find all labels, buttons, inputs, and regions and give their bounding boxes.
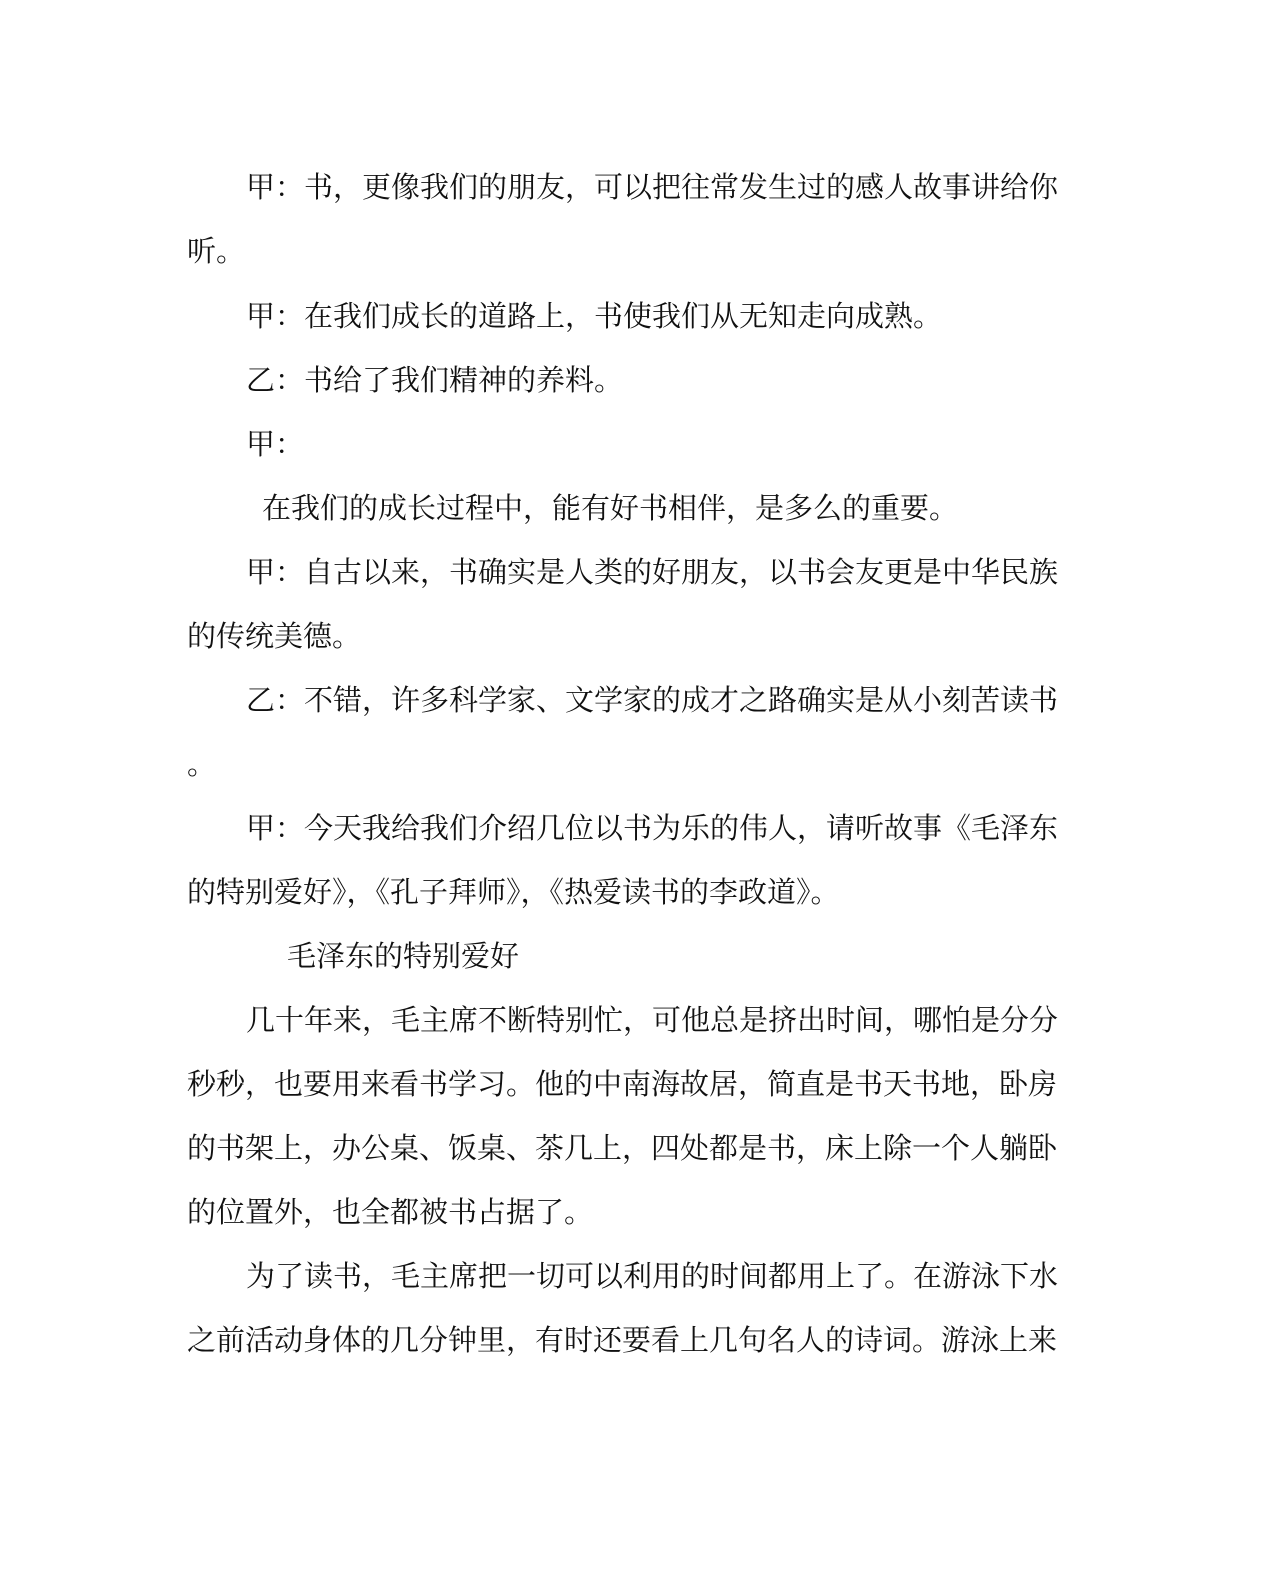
- paragraph-line: 。: [187, 747, 217, 781]
- paragraph-line: 甲：自古以来，书确实是人类的好朋友，以书会友更是中华民族: [246, 555, 1059, 589]
- paragraph-line: 甲：在我们成长的道路上，书使我们从无知走向成熟。: [246, 299, 943, 333]
- paragraph-line: 乙：书给了我们精神的养料。: [246, 363, 624, 397]
- section-title: 毛泽东的特别爱好: [287, 939, 520, 973]
- paragraph-line: 的书架上，办公桌、饭桌、茶几上，四处都是书，床上除一个人躺卧: [187, 1131, 1058, 1165]
- paragraph-line: 的特别爱好》，《孔子拜师》，《热爱读书的李政道》。: [187, 875, 840, 909]
- paragraph-line: 为了读书，毛主席把一切可以利用的时间都用上了。在游泳下水: [246, 1259, 1059, 1293]
- paragraph-line: 的传统美德。: [187, 619, 362, 653]
- paragraph-line: 听。: [187, 234, 246, 268]
- paragraph-line: 之前活动身体的几分钟里，有时还要看上几句名人的诗词。游泳上来: [187, 1323, 1058, 1357]
- paragraph-line: 甲：今天我给我们介绍几位以书为乐的伟人，请听故事《毛泽东: [246, 811, 1059, 845]
- paragraph-line: 甲：书，更像我们的朋友，可以把往常发生过的感人故事讲给你: [246, 170, 1059, 204]
- paragraph-line: 几十年来，毛主席不断特别忙，可他总是挤出时间，哪怕是分分: [246, 1003, 1059, 1037]
- paragraph-line: 秒秒，也要用来看书学习。他的中南海故居，简直是书天书地，卧房: [187, 1067, 1058, 1101]
- paragraph-line: 的位置外，也全都被书占据了。: [187, 1195, 594, 1229]
- paragraph-line: 在我们的成长过程中，能有好书相伴，是多么的重要。: [262, 491, 959, 525]
- paragraph-line: 甲：: [246, 427, 305, 461]
- paragraph-line: 乙：不错，许多科学家、文学家的成才之路确实是从小刻苦读书: [246, 683, 1059, 717]
